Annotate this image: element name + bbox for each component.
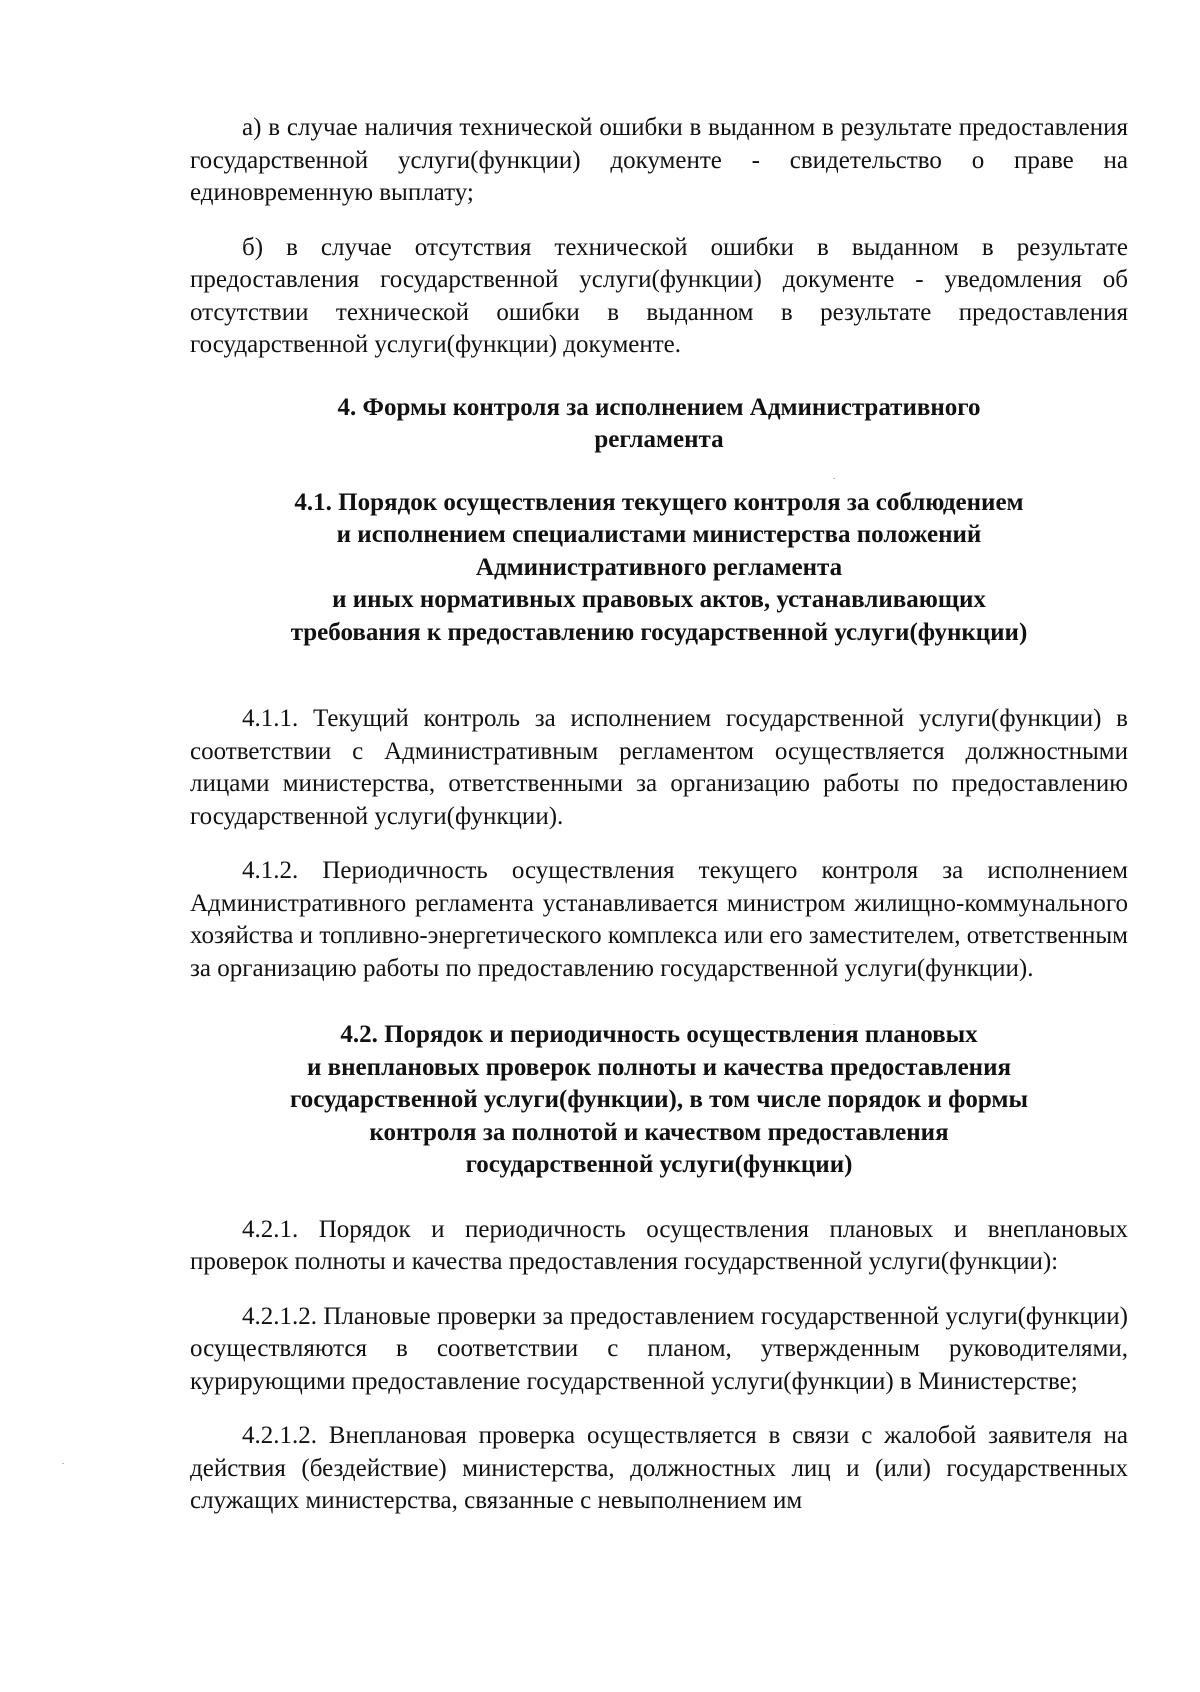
paragraph-b: б) в случае отсутствия технической ошибки в выданном в результате предоставления государственной услуги(функции) документе - уведомления об отсутствии технической ошибки в выданном в результате предоставления государственной услуги(функции) документе. bbox=[190, 233, 1128, 358]
section-4-1-heading: 4.1. Порядок осуществления текущего контроля за соблюдением и исполнением специалистами министерства положений Административного регламента и иных нормативных правовых актов, устанавливающих требования к предоставлению государственной услуги(функции) bbox=[290, 488, 1028, 646]
scan-speck bbox=[62, 1463, 64, 1464]
section-4-heading: 4. Формы контроля за исполнением Административного регламента bbox=[337, 393, 981, 453]
paragraph-4-2-1-2-planned: 4.2.1.2. Плановые проверки за предоставлением государственной услуги(функции) осуществляются в соответствии с планом, утвержденным руководителями, курирующими предоставление государственной услуги(функции) в Министерстве; bbox=[190, 1302, 1128, 1395]
paragraph-4-1-1: 4.1.1. Текущий контроль за исполнением государственной услуги(функции) в соответствии с Административным регламентом осуществляется должностными лицами министерства, ответственными за организацию работы по предоставлению государственной услуги(функции). bbox=[190, 705, 1128, 830]
paragraph-4-2-1-2-unplanned: 4.2.1.2. Внеплановая проверка осуществляется в связи с жалобой заявителя на действия (бездействие) министерства, должностных лиц и (или) государственных служащих министерства, связанные с невыполнением им bbox=[190, 1422, 1128, 1514]
paragraph-4-1-2: 4.1.2. Периодичность осуществления текущего контроля за исполнением Административного регламента устанавливается министром жилищно-коммунального хозяйства и топливно-энергетического комплекса или его заместителем, ответственным за организацию работы по предоставлению государственной услуги(функции). bbox=[190, 857, 1128, 982]
document-page bbox=[190, 112, 1128, 1518]
section-4-2-heading: 4.2. Порядок и периодичность осуществления плановых и внеплановых проверок полноты и качества предоставления государственной услуги(функции), в том числе порядок и формы контроля за полнотой и качеством предоставления государственной услуги(функции) bbox=[289, 1021, 1028, 1178]
paragraph-4-2-1: 4.2.1. Порядок и периодичность осуществления плановых и внеплановых проверок полноты и качества предоставления государственной услуги(функции): bbox=[190, 1215, 1128, 1275]
paragraph-a: а) в случае наличия технической ошибки в выданном в результате предоставления государственной услуги(функции) документе - свидетельство о праве на единовременную выплату; bbox=[190, 114, 1128, 206]
